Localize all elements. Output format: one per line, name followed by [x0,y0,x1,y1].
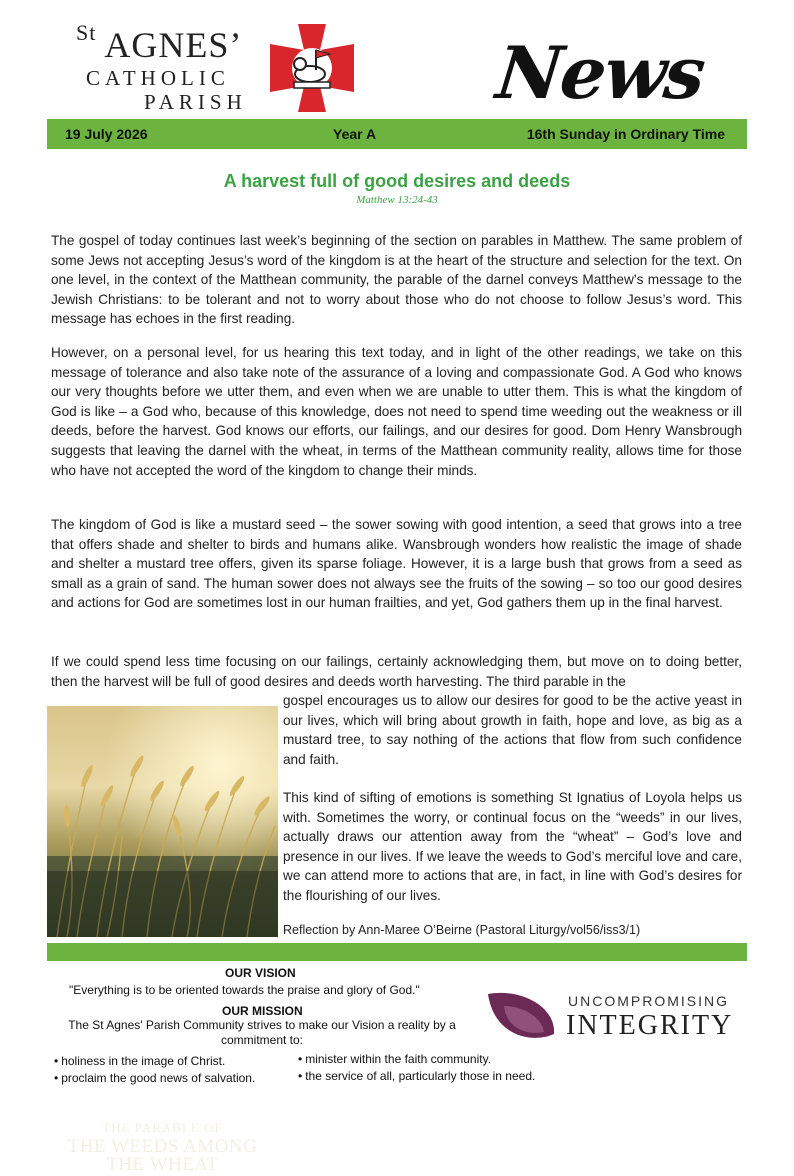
caption-line-3: THE WHEAT [106,1154,219,1175]
caption-line-2: THE WEEDS AMONG [67,1136,258,1157]
caption-line-1: THE PARABLE OF [102,1120,223,1135]
column-paragraph: gospel encourages us to allow our desires for good to be the active yeast in our lives, which will bring about growth in faith, hope and love, as big as a mustard tree, to say nothing of the actions that flow from such confidence and faith. [283,693,742,767]
article-title: A harvest full of good desires and deeds [223,171,571,191]
info-bar [47,119,747,149]
integrity-line-1: UNCOMPROMISING [568,993,729,1009]
reflection-credit: Reflection by Ann-Maree O’Beirne (Pastoral Liturgy/vol56/iss3/1) [283,923,641,937]
masthead-news: News [492,30,708,115]
list-item: • holiness in the image of Christ. [54,1053,255,1070]
issue-date: 19 July 2026 [65,126,148,142]
vision-text: "Everything is to be oriented towards the praise and glory of God." [69,983,420,997]
vision-heading: OUR VISION [225,966,296,980]
mission-list-left [54,1053,255,1087]
parish-logo [72,22,372,117]
column-paragraph: This kind of sifting of emotions is something St Ignatius of Loyola helps us with. Sometimes the worry, or continual focus on the “weeds” in our lives, actually draws our attention away from the “wheat” – God’s love and presence in our lives. If we leave the weeds to God’s merciful love and care, we can attend more to actions that are, in fact, in line with God’s desires for the flourishing of our lives. [283,790,742,903]
article-paragraph: The gospel of today continues last week’s beginning of the section on parables in Matthew. The same problem of some Jews not accepting Jesus’s word of the kingdom is at the heart of the structure and selection for the text. On one level, in the context of the Matthean community, the parable of the darnel conveys Matthew’s message to the Jewish Christians: to be tolerant and not to worry about those who do not choose to follow Jesus’s word. This message has echoes in the first reading. [51,233,742,327]
integrity-logo [480,988,750,1048]
mission-text: The St Agnes' Parish Community strives to make our Vision a reality by a commitment to: [68,1018,456,1047]
article-paragraph: If we could spend less time focusing on our failings, certainly acknowledging them, but move on to doing better, then the harvest will be full of good desires and deeds worth harvesting. The third parable in the [51,654,742,689]
leaf-icon [480,988,560,1046]
article-paragraph: The kingdom of God is like a mustard seed – the sower sowing with good intention, a seed that grows into a tree that offers shade and shelter to birds and humans alike. Wansbrough wonders how realistic the image of shade and shelter a mustard tree offers, given its sparse foliage. However, it is a large bush that grows from a seed as small as a grain of sand. The human sower does not always see the fruits of the sowing – so too our good desires and actions for God are sometimes lost in our human frailties, and yet, God gathers them up in the final harvest. [51,517,742,611]
article-paragraph: However, on a personal level, for us hearing this text today, and in light of the other readings, we take on this message of tolerance and also take note of the assurance of a loving and compassionate God. A God who knows our very thoughts before we utter them, and even when we are unable to utter them. This is what the kingdom of God is like – a God who, because of this knowledge, does not need to spend time weeding out the weakness or ill deeds, before the harvest. God knows our efforts, our failings, and our desires for good. Dom Henry Wansbrough suggests that leaving the darnel with the wheat, in terms of the Matthean community reality, allows time for those who have not accepted the word of the kingdom to change their minds. [51,345,742,478]
mission-list-right [298,1051,535,1085]
mission-heading: OUR MISSION [222,1004,303,1018]
lamb-cross-icon [268,22,356,114]
logo-line-2: CATHOLIC [86,66,230,90]
list-item: • proclaim the good news of salvation. [54,1070,255,1087]
scripture-reference: Matthew 13:24-43 [356,194,438,206]
logo-line-3: PARISH [144,90,247,114]
liturgical-sunday: 16th Sunday in Ordinary Time [526,126,725,142]
list-item: • minister within the faith community. [298,1051,535,1068]
wheat-field-image [47,706,278,937]
integrity-line-2: INTEGRITY [566,1010,734,1041]
footer-bar [47,943,747,961]
list-item: • the service of all, particularly those in need. [298,1068,535,1085]
liturgical-year: Year A [333,126,377,142]
logo-line-1: $^{St}$ AGNES’ [76,20,243,65]
